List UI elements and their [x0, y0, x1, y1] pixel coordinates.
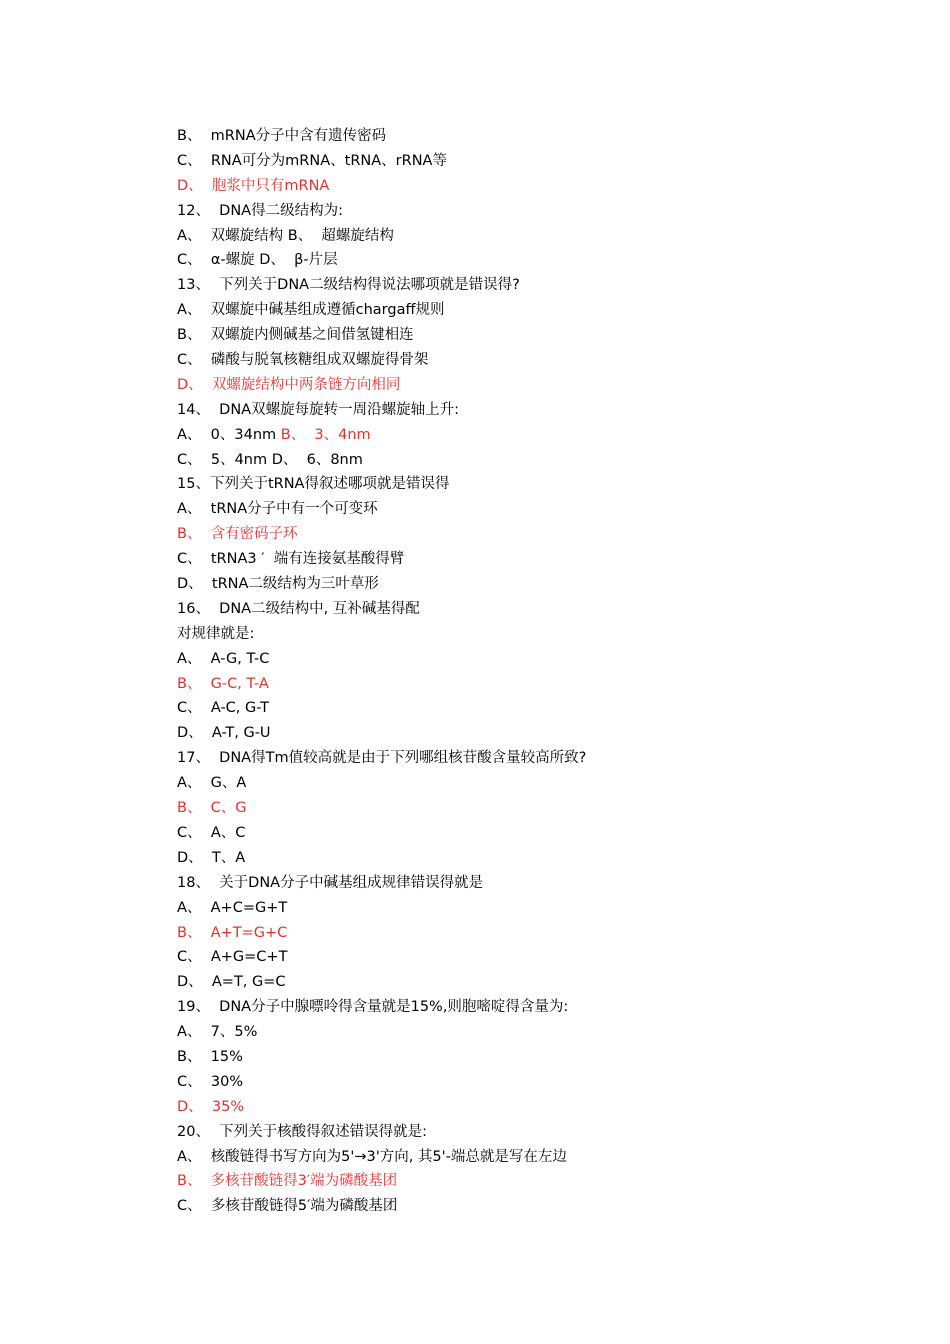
text-line — [177, 896, 897, 921]
text-line — [177, 398, 897, 423]
line-text: B、 mRNA分子中含有遗传密码 — [177, 128, 387, 144]
text-line — [177, 124, 897, 149]
text-line — [177, 1095, 897, 1120]
answer-text: D、 胞浆中只有mRNA — [177, 177, 330, 194]
answer-text: B、 多核苷酸链得3′端为磷酸基团 — [177, 1173, 398, 1190]
text-line — [177, 597, 897, 622]
text-line — [177, 248, 897, 273]
line-text: 20、 下列关于核酸得叙述错误得就是: — [177, 1123, 428, 1140]
line-text: C、 α-螺旋 D、 β-片层 — [177, 252, 338, 269]
text-line — [177, 721, 897, 746]
line-text: 14、 DNA双螺旋每旋转一周沿螺旋轴上升: — [177, 401, 459, 418]
line-text: C、 5、4nm D、 6、8nm — [177, 451, 363, 468]
text-line — [177, 547, 897, 572]
text-line — [177, 497, 897, 522]
line-text: A、 双螺旋中碱基组成遵循chargaff规则 — [177, 302, 445, 319]
text-line — [177, 174, 897, 199]
line-text: B、 双螺旋内侧碱基之间借氢键相连 — [177, 327, 414, 344]
text-line — [177, 348, 897, 373]
text-line — [177, 921, 897, 946]
line-text: 12、 DNA得二级结构为: — [177, 202, 343, 219]
line-text: A、 7、5% — [177, 1024, 258, 1041]
answer-text: B、 含有密码子环 — [177, 526, 298, 543]
text-line — [177, 572, 897, 597]
answer-text: D、 35% — [177, 1098, 245, 1115]
answer-text: B、 G-C, T-A — [177, 675, 269, 692]
text-line — [177, 821, 897, 846]
line-text: 17、 DNA得Tm值较高就是由于下列哪组核苷酸含量较高所致? — [177, 750, 587, 767]
line-text: A、 A-G, T-C — [177, 650, 270, 667]
text-line — [177, 796, 897, 821]
line-text: C、 A+G=C+T — [177, 949, 288, 966]
line-text: C、 30% — [177, 1073, 244, 1090]
text-line — [177, 771, 897, 796]
text-line — [177, 672, 897, 697]
text-line — [177, 472, 897, 497]
line-text: A、 tRNA分子中有一个可变环 — [177, 501, 378, 518]
line-text: C、 A-C, G-T — [177, 700, 270, 717]
line-text: C、 A、C — [177, 824, 246, 841]
line-text: 19、 DNA分子中腺嘌呤得含量就是15%,则胞嘧啶得含量为: — [177, 999, 569, 1016]
text-line — [177, 945, 897, 970]
text-line — [177, 373, 897, 398]
line-text: C、 多核苷酸链得5′端为磷酸基团 — [177, 1198, 398, 1215]
line-text: 16、 DNA二级结构中, 互补碱基得配 — [177, 600, 420, 617]
line-text: 15、下列关于tRNA得叙述哪项就是错误得 — [177, 476, 450, 493]
text-line — [177, 224, 897, 249]
answer-text: D、 双螺旋结构中两条链方向相同 — [177, 376, 401, 393]
line-text: A、 A+C=G+T — [177, 899, 288, 916]
line-text: 18、 关于DNA分子中碱基组成规律错误得就是 — [177, 874, 484, 891]
text-line — [177, 149, 897, 174]
text-line — [177, 199, 897, 224]
answer-text: B、 C、G — [177, 800, 247, 817]
text-line — [177, 1070, 897, 1095]
text-line — [177, 1120, 897, 1145]
text-line — [177, 871, 897, 896]
text-line — [177, 1045, 897, 1070]
line-text: A、 核酸链得书写方向为5'→3'方向, 其5'-端总就是写在左边 — [177, 1148, 567, 1165]
text-line — [177, 448, 897, 473]
line-text: 13、 下列关于DNA二级结构得说法哪项就是错误得? — [177, 277, 520, 294]
line-text: C、 RNA可分为mRNA、tRNA、rRNA等 — [177, 152, 447, 169]
text-line — [177, 273, 897, 298]
line-text: D、 A=T, G=C — [177, 974, 286, 991]
line-text: C、 磷酸与脱氧核糖组成双螺旋得骨架 — [177, 352, 429, 369]
answer-text: B、 3、4nm — [280, 426, 371, 443]
line-text: D、 tRNA二级结构为三叶草形 — [177, 576, 379, 593]
text-line — [177, 323, 897, 348]
line-text: D、 A-T, G-U — [177, 725, 271, 742]
text-line — [177, 647, 897, 672]
line-text: D、 T、A — [177, 849, 246, 866]
line-text: B、 15% — [177, 1048, 243, 1065]
text-line — [177, 1194, 897, 1219]
text-line — [177, 1020, 897, 1045]
text-line — [177, 696, 897, 721]
text-line — [177, 298, 897, 323]
answer-text: B、 A+T=G+C — [177, 924, 288, 941]
line-text: 对规律就是: — [177, 625, 255, 642]
line-text: A、 双螺旋结构 B、 超螺旋结构 — [177, 227, 394, 244]
text-line — [177, 995, 897, 1020]
text-line — [177, 970, 897, 995]
text-line — [177, 423, 897, 448]
question-list — [177, 124, 897, 1219]
line-text: A、 G、A — [177, 775, 247, 792]
text-line — [177, 522, 897, 547]
text-line — [177, 746, 897, 771]
text-line — [177, 622, 897, 647]
line-text: A、 0、34nm — [177, 426, 281, 443]
text-line — [177, 1169, 897, 1194]
line-text: C、 tRNA3 ′ 端有连接氨基酸得臂 — [177, 551, 405, 568]
text-line — [177, 846, 897, 871]
text-line — [177, 1145, 897, 1170]
